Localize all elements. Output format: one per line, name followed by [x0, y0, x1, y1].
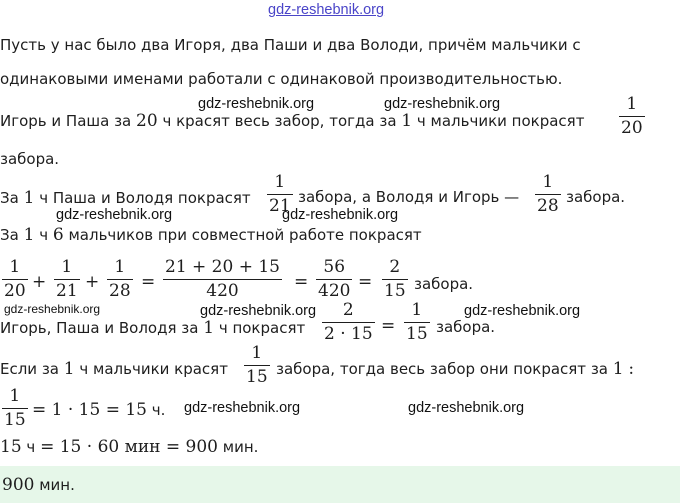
fraction-denominator: 15 — [384, 281, 406, 301]
fraction-denominator: 28 — [537, 196, 559, 216]
fraction-numerator: 1 — [626, 94, 638, 114]
answer-text — [2, 475, 75, 495]
math-operator: = — [141, 272, 156, 292]
fraction — [244, 345, 270, 386]
fraction-numerator: 1 — [542, 172, 554, 192]
fraction-denominator: 21 — [56, 281, 78, 301]
fraction-numerator: 1 — [411, 300, 423, 320]
math-number: 6 — [52, 225, 64, 245]
math-number: 1 — [63, 359, 75, 379]
math-number: 1 — [23, 188, 35, 208]
watermark: gdz-reshebnik.org — [464, 303, 581, 319]
text-segment: мин. — [39, 476, 75, 494]
fraction — [404, 302, 430, 343]
fraction-numerator: 1 — [114, 257, 126, 277]
fraction-denominator: 28 — [109, 281, 131, 301]
fraction-numerator: 1 — [61, 257, 73, 277]
watermark: gdz-reshebnik.org — [4, 302, 101, 316]
text-segment: ч мальчики красят — [79, 360, 228, 378]
fraction — [107, 259, 133, 300]
math-operator: = — [358, 272, 373, 292]
text-segment: ч покрасят — [218, 319, 306, 337]
math-number: 1 — [203, 318, 215, 338]
text-segment: За — [0, 189, 19, 207]
text-line — [32, 400, 165, 420]
text-line — [0, 318, 305, 338]
math-number: 1 — [401, 111, 413, 131]
text-segment: ч — [26, 438, 36, 456]
text-line: забора. — [0, 150, 60, 168]
text-segment: За — [0, 226, 19, 244]
fraction-numerator: 1 — [9, 386, 21, 406]
text-line: забора, а Володя и Игорь — — [298, 188, 520, 206]
fraction-denominator: 15 — [406, 324, 428, 344]
text-line: забора. — [436, 318, 496, 336]
fraction — [535, 174, 561, 215]
watermark: gdz-reshebnik.org — [56, 207, 173, 223]
watermark: gdz-reshebnik.org — [282, 207, 399, 223]
fraction — [322, 302, 375, 343]
text-line: Пусть у нас было два Игоря, два Паши и два Володи, причём мальчики с — [0, 36, 581, 54]
text-segment: Игорь, Паша и Володя за — [0, 319, 199, 337]
text-line — [0, 111, 584, 131]
watermark: gdz-reshebnik.org — [184, 400, 301, 416]
fraction-numerator: 2 — [342, 300, 354, 320]
text-segment: ч. — [151, 401, 166, 419]
text-line: одинаковыми именами работали с одинаковой производительностью. — [0, 70, 563, 88]
text-line — [0, 225, 422, 245]
math-expression: = 1 · 15 = 15 — [32, 400, 147, 420]
fraction — [163, 259, 282, 300]
math-number: 15 — [0, 437, 22, 457]
math-number: 1 — [612, 359, 624, 379]
math-operator: : — [628, 359, 635, 379]
text-line: забора. — [566, 188, 626, 206]
fraction-numerator: 1 — [9, 257, 21, 277]
fraction-denominator: 15 — [246, 367, 268, 387]
fraction — [2, 388, 28, 429]
text-segment: ч мальчики покрасят — [416, 112, 585, 130]
fraction-numerator: 1 — [274, 172, 286, 192]
fraction-numerator: 56 — [323, 257, 346, 277]
fraction — [54, 259, 80, 300]
fraction-numerator: 2 — [389, 257, 401, 277]
text-line — [0, 359, 228, 379]
math-number: 900 — [2, 475, 35, 495]
text-line — [0, 188, 251, 208]
fraction-denominator: 21 — [269, 196, 291, 216]
fraction — [382, 259, 408, 300]
fraction-denominator: 20 — [621, 118, 643, 138]
text-segment: мин. — [222, 438, 259, 456]
text-segment: Если за — [0, 360, 59, 378]
math-operator: + — [85, 272, 100, 292]
math-operator: + — [32, 272, 47, 292]
fraction — [619, 96, 645, 137]
fraction-numerator: 1 — [251, 343, 263, 363]
text-segment: Игорь и Паша за — [0, 112, 132, 130]
math-expression: = 15 · 60 мин = 900 — [40, 437, 218, 457]
math-operator: = — [381, 316, 396, 336]
text-segment: ч — [39, 226, 49, 244]
fraction — [316, 259, 352, 300]
fraction-denominator: 20 — [4, 281, 26, 301]
fraction-numerator: 21 + 20 + 15 — [165, 257, 280, 277]
text-segment: мальчиков при совместной работе покрасят — [68, 226, 422, 244]
text-line — [276, 359, 634, 379]
watermark: gdz-reshebnik.org — [384, 96, 501, 112]
text-segment: ч Паша и Володя покрасят — [39, 189, 251, 207]
text-segment: забора, тогда весь забор они покрасят за — [276, 360, 608, 378]
math-number: 1 — [23, 225, 35, 245]
watermark: gdz-reshebnik.org — [198, 96, 315, 112]
text-line: забора. — [414, 275, 474, 293]
math-number: 20 — [136, 111, 158, 131]
fraction-denominator: 15 — [4, 410, 26, 430]
fraction-denominator: 420 — [318, 281, 351, 301]
watermark: gdz-reshebnik.org — [200, 303, 317, 319]
text-segment: ч красят весь забор, тогда за — [162, 112, 397, 130]
fraction-denominator: 2 · 15 — [324, 324, 373, 344]
watermark: gdz-reshebnik.org — [408, 400, 525, 416]
answer-box — [0, 466, 680, 503]
text-line — [0, 437, 258, 457]
math-operator: = — [294, 272, 309, 292]
watermark-top: gdz-reshebnik.org — [268, 2, 385, 18]
fraction — [2, 259, 28, 300]
fraction-denominator: 420 — [206, 281, 239, 301]
